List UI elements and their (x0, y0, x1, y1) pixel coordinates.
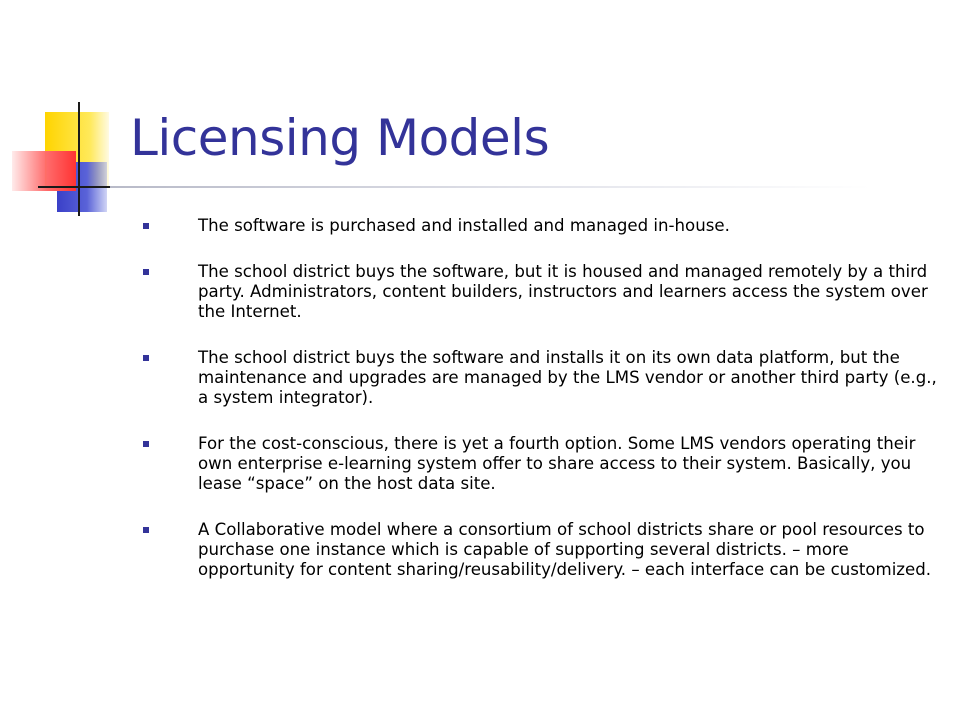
bullet-text: The school district buys the software and installs it on its own data platform, but the maintenance and upgrades are managed by the LMS vendor or another third party (e.g., a system integrator). (198, 348, 937, 407)
square-bullet-icon (143, 355, 149, 361)
bullet-text: For the cost-conscious, there is yet a fourth option. Some LMS vendors operating their own enterprise e-learning system offer to share access to their system. Basically, you lease “space” on the host data site. (198, 434, 916, 493)
square-bullet-icon (143, 441, 149, 447)
title-underline-rule (110, 186, 870, 188)
bullet-item (143, 348, 943, 408)
decorative-logo-graphic (0, 0, 140, 230)
square-bullet-icon (143, 269, 149, 275)
bullet-item (143, 262, 943, 322)
vertical-divider-line (78, 102, 80, 216)
bullet-text: The school district buys the software, but it is housed and managed remotely by a third party. Administrators, content builders, instructors and learners access the system over the Internet. (198, 262, 928, 321)
bullet-text: The software is purchased and installed and managed in-house. (198, 216, 730, 235)
slide-title: Licensing Models (130, 109, 550, 167)
bullet-item (143, 434, 943, 494)
square-bullet-icon (143, 527, 149, 533)
square-bullet-icon (143, 223, 149, 229)
bullet-item (143, 520, 943, 580)
bullet-list (143, 216, 943, 606)
red-bar-shape (12, 151, 76, 191)
bullet-text: A Collaborative model where a consortium of school districts share or pool resources to purchase one instance which is capable of supporting several districts. – more opportunity for content sharing/reusability/delivery. – each interface can be customized. (198, 520, 932, 579)
bullet-item (143, 216, 943, 236)
